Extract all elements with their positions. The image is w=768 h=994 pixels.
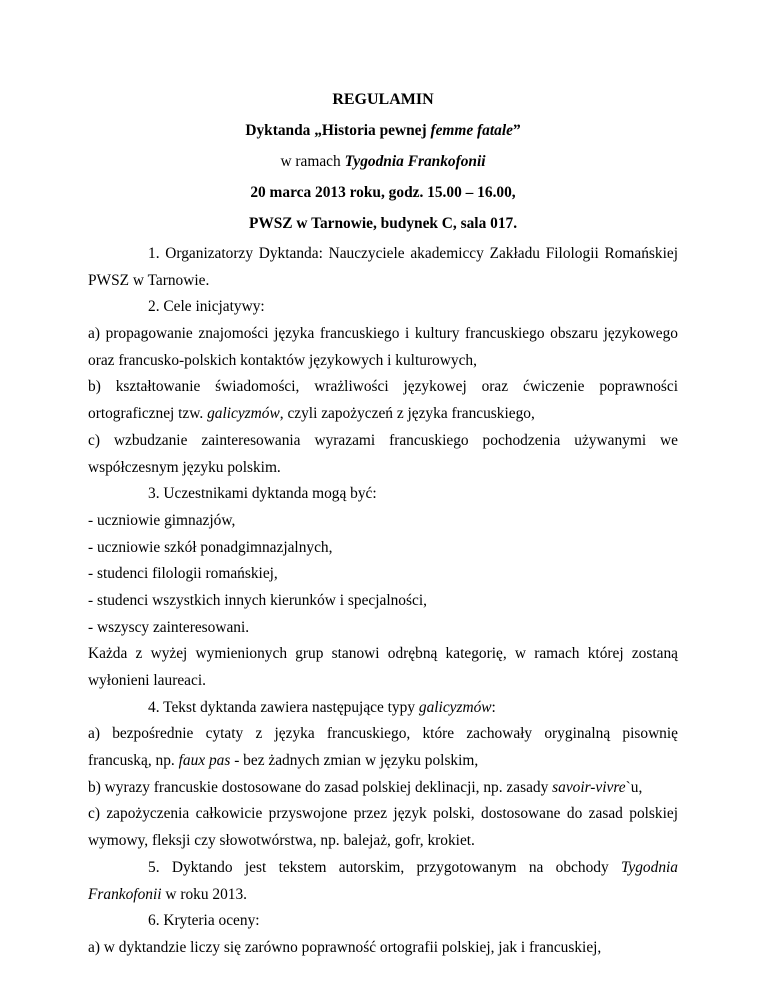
event-frame: w ramach Tygodnia Frankofonii — [280, 153, 486, 170]
section-6a-line: a) w dyktandzie liczy się zarówno poprawność ortografii polskiej, jak i francuskiej, — [88, 938, 602, 956]
list-item: - uczniowie szkół ponadgimnazjalnych, — [88, 538, 333, 556]
section-4c-line-2: wymowy, fleksji czy słowotwórstwa, np. balejaż, gofr, krokiet. — [88, 832, 475, 850]
section-1-line-2: PWSZ w Tarnowie. — [88, 271, 210, 289]
section-2a-line-2: oraz francusko-polskich kontaktów językowych i kulturowych, — [88, 351, 477, 369]
section-4b-line: b) wyrazy francuskie dostosowane do zasad polskiej deklinacji, np. zasady savoir-vivre`u, — [88, 778, 643, 796]
document-subtitle: Dyktanda „Historia pewnej femme fatale” — [245, 122, 521, 139]
section-2c-line-2: współczesnym języku polskim. — [88, 458, 281, 476]
section-2a-line-1: a) propagowanie znajomości języka francuskiego i kultury francuskiego obszaru językowego — [88, 325, 678, 343]
section-3-note-line-1: Każda z wyżej wymienionych grup stanowi odrębną kategorię, w ramach której zostaną — [88, 645, 678, 663]
section-2-heading: 2. Cele inicjatywy: — [148, 298, 265, 316]
section-4c-line-1: c) zapożyczenia całkowicie przyswojone przez język polski, dostosowane do zasad polskiej — [88, 805, 678, 823]
section-2b-line-2: ortograficznej tzw. galicyzmów, czyli zapożyczeń z języka francuskiego, — [88, 405, 535, 423]
section-6-heading: 6. Kryteria oceny: — [148, 912, 260, 930]
section-1-line-1: 1. Organizatorzy Dyktanda: Nauczyciele akademiccy Zakładu Filologii Romańskiej — [148, 245, 678, 262]
section-5-line-2: Frankofonii w roku 2013. — [88, 885, 248, 903]
list-item: - wszyscy zainteresowani. — [88, 618, 250, 636]
section-3-note-line-2: wyłonieni laureaci. — [88, 672, 206, 689]
event-date: 20 marca 2013 roku, godz. 15.00 – 16.00, — [250, 184, 516, 201]
document-title: REGULAMIN — [332, 91, 434, 108]
section-4a-line-2: francuską, np. faux pas - bez żadnych zmian w języku polskim, — [88, 752, 479, 770]
section-4-heading: 4. Tekst dyktanda zawiera następujące typy galicyzmów: — [148, 698, 496, 716]
section-4a-line-1: a) bezpośrednie cytaty z języka francuskiego, które zachowały oryginalną pisownię — [88, 725, 678, 743]
document-body — [88, 241, 678, 962]
document-header — [88, 84, 678, 239]
list-item: - studenci filologii romańskiej, — [88, 565, 278, 583]
list-item: - studenci wszystkich innych kierunków i specjalności, — [88, 591, 427, 609]
section-5-line-1: 5. Dyktando jest tekstem autorskim, przygotowanym na obchody Tygodnia — [148, 858, 678, 876]
document-page — [88, 0, 678, 994]
section-2c-line-1: c) wzbudzanie zainteresowania wyrazami francuskiego pochodzenia używanymi we — [88, 431, 678, 449]
section-3-heading: 3. Uczestnikami dyktanda mogą być: — [148, 485, 377, 503]
list-item: - uczniowie gimnazjów, — [88, 511, 236, 529]
section-2b-line-1: b) kształtowanie świadomości, wrażliwości językowej oraz ćwiczenie poprawności — [88, 378, 678, 396]
event-place: PWSZ w Tarnowie, budynek C, sala 017. — [248, 215, 518, 232]
